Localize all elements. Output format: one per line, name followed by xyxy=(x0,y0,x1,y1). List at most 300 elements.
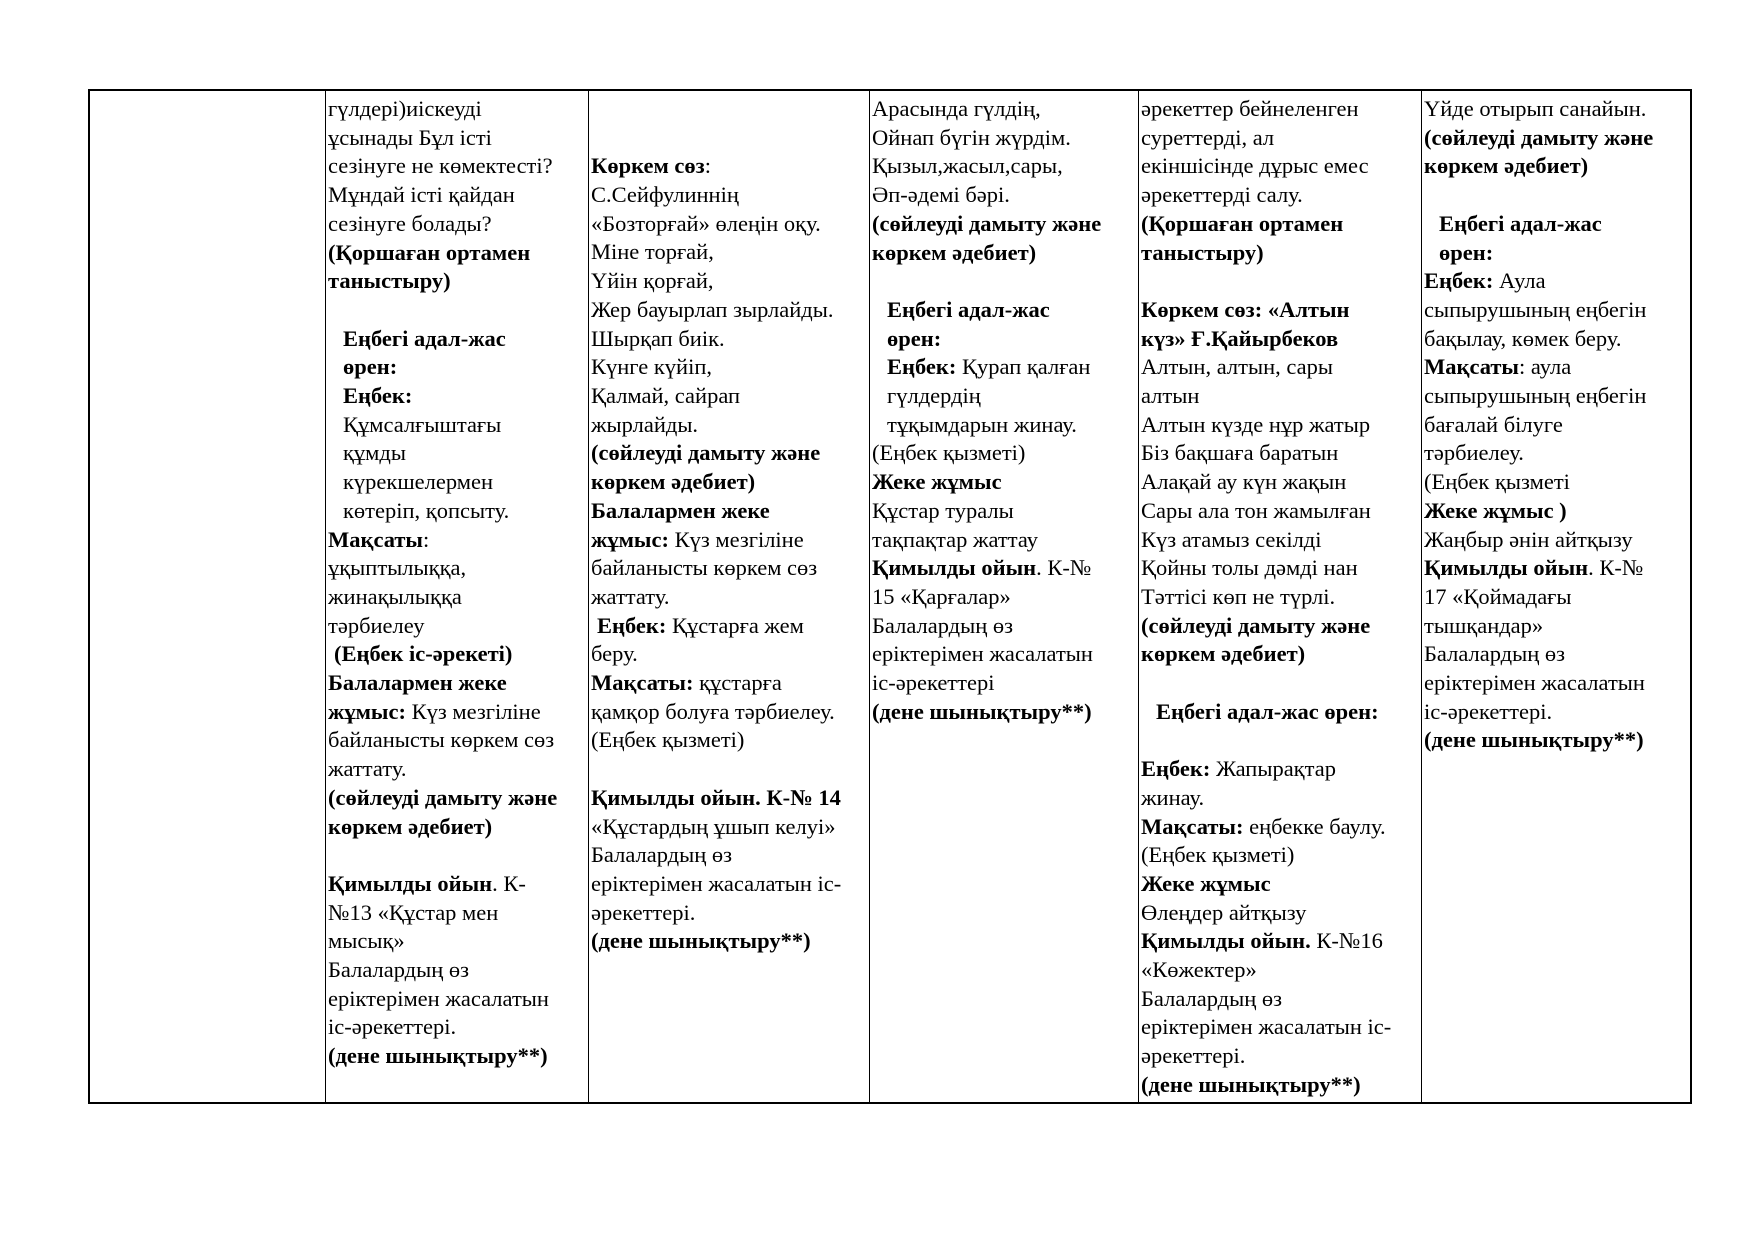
bold-text: Еңбек: xyxy=(1141,756,1211,782)
bold-text: Еңбегі адал-жас xyxy=(1439,210,1602,236)
text-line xyxy=(1141,468,1421,497)
text-line xyxy=(1141,612,1421,641)
text: Күз мезгіліне xyxy=(405,698,541,724)
bold-text: Қимылды ойын xyxy=(1424,555,1589,581)
text: бақылау, көмек беру. xyxy=(1424,325,1622,351)
bold-text: Балалармен жеке xyxy=(328,670,507,696)
bold-text: Еңбегі адал-жас xyxy=(343,325,506,351)
text: жинақылыққа xyxy=(328,583,462,609)
text-line xyxy=(328,956,588,985)
text-line xyxy=(1424,210,1692,239)
text: Жапырақтар xyxy=(1210,756,1336,782)
text-line xyxy=(1141,497,1421,526)
text: Өлеңдер айтқызу xyxy=(1141,899,1307,925)
text-line xyxy=(591,899,869,928)
blank-line xyxy=(591,755,869,784)
bold-text: өрен: xyxy=(1439,239,1494,265)
bold-text: (дене шынықтыру**) xyxy=(1141,1071,1361,1097)
text-line xyxy=(328,497,588,526)
text-line xyxy=(1141,755,1421,784)
text-line xyxy=(1141,841,1421,870)
bold-text: Балалармен жеке xyxy=(591,497,770,523)
text: іс-әрекеттері. xyxy=(328,1014,457,1040)
text: Қалмай, сайрап xyxy=(591,383,741,408)
bold-text: көркем әдебиет) xyxy=(1424,153,1589,179)
text: әрекеттері. xyxy=(591,899,696,925)
text-line xyxy=(1424,152,1692,181)
text: Алтын, алтын, сары xyxy=(1141,354,1333,380)
text-line xyxy=(328,927,588,956)
text-line xyxy=(1141,124,1421,153)
text: мысық» xyxy=(328,928,405,954)
text-line xyxy=(328,755,588,784)
text: байланысты көркем сөз xyxy=(591,555,818,581)
table-cell-col5 xyxy=(1422,91,1692,1102)
text: Сары ала тон жамылған xyxy=(1141,497,1371,523)
text: Үйде отырып санайын. xyxy=(1424,96,1647,121)
text-line xyxy=(1141,411,1421,440)
text-line xyxy=(328,1042,588,1071)
text-line xyxy=(591,468,869,497)
text: Алақай ау күн жақын xyxy=(1141,469,1347,495)
text-line xyxy=(591,382,869,411)
text-line xyxy=(591,612,869,641)
bold-text: жұмыс: xyxy=(328,698,406,724)
bold-text: көркем әдебиет) xyxy=(328,813,493,839)
bold-text: (дене шынықтыру**) xyxy=(872,698,1092,724)
text-line xyxy=(872,698,1138,727)
bold-text: жұмыс: xyxy=(591,526,669,552)
text: Қызыл,жасыл,сары, xyxy=(872,153,1063,179)
text-line xyxy=(872,95,1138,124)
text: (Еңбек қызметі) xyxy=(591,727,745,753)
text-line xyxy=(1141,95,1421,124)
bold-text: (дене шынықтыру**) xyxy=(328,1043,548,1069)
bold-text: (сөйлеуді дамыту және xyxy=(1141,612,1371,638)
text: Жер бауырлап зырлайды. xyxy=(591,296,834,322)
text-line xyxy=(591,325,869,354)
bold-text: Жеке жұмыс xyxy=(872,469,1002,495)
text: тақпақтар жаттау xyxy=(872,526,1038,552)
bold-text: Еңбек: xyxy=(1424,268,1494,294)
blank-line xyxy=(591,124,869,153)
text-line xyxy=(1141,985,1421,1014)
bold-text: өрен: xyxy=(887,325,942,351)
text-line xyxy=(1424,468,1692,497)
table-cell-empty xyxy=(90,91,326,1102)
text-line xyxy=(328,382,588,411)
text: тұқымдарын жинау. xyxy=(887,411,1077,437)
text: қамқор болуға тәрбиелеу. xyxy=(591,698,835,724)
text-line xyxy=(872,468,1138,497)
text: еріктерімен жасалатын іс- xyxy=(591,870,842,896)
text: іс-әрекеттері xyxy=(872,670,995,696)
text: ұқыптылыққа, xyxy=(328,555,467,581)
text-line xyxy=(328,210,588,239)
text: жинау. xyxy=(1141,784,1205,810)
text-line xyxy=(1141,640,1421,669)
text: байланысты көркем сөз xyxy=(328,727,555,753)
text-line xyxy=(328,899,588,928)
text: гүлдері)иіскеуді xyxy=(328,96,482,121)
text-line xyxy=(1141,870,1421,899)
text: еріктерімен жасалатын іс- xyxy=(1141,1014,1392,1040)
text-line xyxy=(591,353,869,382)
text-line xyxy=(1141,813,1421,842)
bold-text: (сөйлеуді дамыту және xyxy=(1424,124,1654,150)
text: суреттерді, ал xyxy=(1141,124,1275,150)
text-line xyxy=(872,152,1138,181)
text: Жаңбыр әнін айтқызу xyxy=(1424,526,1633,552)
text-line xyxy=(328,698,588,727)
text-line xyxy=(591,439,869,468)
text-line xyxy=(1141,554,1421,583)
text: . К-№ xyxy=(1588,555,1644,581)
bold-text: Еңбек: xyxy=(343,383,413,409)
text: әрекеттері. xyxy=(1141,1043,1246,1069)
text-line xyxy=(1141,899,1421,928)
text-line xyxy=(872,181,1138,210)
text-line xyxy=(591,813,869,842)
text: Күз мезгіліне xyxy=(668,526,804,552)
text-line xyxy=(1424,669,1692,698)
text-line xyxy=(1141,956,1421,985)
text: : xyxy=(423,526,430,552)
bold-text: Қимылды ойын. К-№ 14 xyxy=(591,784,841,810)
text-line xyxy=(1141,353,1421,382)
bold-text: (Еңбек іс-әрекеті) xyxy=(334,641,513,667)
text: Балалардың өз xyxy=(872,612,1014,638)
text-line xyxy=(1141,583,1421,612)
text-line xyxy=(1141,698,1421,727)
bold-text: Мақсаты: xyxy=(591,670,694,696)
text: №13 «Құстар мен xyxy=(328,899,499,925)
bold-text: көркем әдебиет) xyxy=(872,239,1037,265)
text: Балалардың өз xyxy=(591,842,733,868)
bold-text: Еңбегі адал-жас өрен: xyxy=(1156,698,1379,724)
text-line xyxy=(328,726,588,755)
text-line xyxy=(872,640,1138,669)
text: гүлдердің xyxy=(887,383,981,409)
text: тышқандар» xyxy=(1424,612,1544,638)
text: «Көжектер» xyxy=(1141,957,1257,983)
table-cell-col1 xyxy=(326,91,589,1102)
text-line xyxy=(591,210,869,239)
text-line xyxy=(872,612,1138,641)
text-line xyxy=(328,784,588,813)
bold-text: (дене шынықтыру**) xyxy=(1424,727,1644,753)
text-line xyxy=(872,583,1138,612)
bold-text: Еңбек: xyxy=(597,612,667,638)
bold-text: (сөйлеуді дамыту және xyxy=(591,440,821,466)
bold-text: Жеке жұмыс ) xyxy=(1424,497,1567,523)
text-line xyxy=(1141,784,1421,813)
text-line xyxy=(328,1013,588,1042)
text: Үйін қорғай, xyxy=(591,268,714,294)
text-line xyxy=(328,181,588,210)
blank-line xyxy=(328,296,588,325)
text-line xyxy=(1141,526,1421,555)
bold-text: (дене шынықтыру**) xyxy=(591,928,811,954)
blank-line xyxy=(872,267,1138,296)
text: сезінуге не көмектесті? xyxy=(328,153,553,179)
text: еріктерімен жасалатын xyxy=(328,985,549,1011)
bold-text: Қимылды ойын xyxy=(872,555,1037,581)
text-line xyxy=(328,640,588,669)
text: Қойны толы дәмді нан xyxy=(1141,555,1358,581)
table-cell-col3 xyxy=(870,91,1139,1102)
text: тәрбиелеу. xyxy=(1424,440,1524,466)
text-line xyxy=(328,95,588,124)
text: екіншісінде дұрыс емес xyxy=(1141,153,1369,179)
text-line xyxy=(872,439,1138,468)
text: Күз атамыз секілді xyxy=(1141,526,1322,552)
text-line xyxy=(591,411,869,440)
bold-text: Жеке жұмыс xyxy=(1141,870,1271,896)
text: жаттату. xyxy=(328,756,407,782)
text: Арасында гүлдің, xyxy=(872,96,1041,121)
text-line xyxy=(1141,1013,1421,1042)
text-line xyxy=(1424,382,1692,411)
text: Балалардың өз xyxy=(1141,985,1283,1011)
text: Құстар туралы xyxy=(872,497,1014,523)
text: Аула xyxy=(1493,268,1546,294)
bold-text: Еңбек: xyxy=(887,354,957,380)
text-line xyxy=(1141,927,1421,956)
table-cell-col4 xyxy=(1139,91,1422,1102)
text: 17 «Қоймадағы xyxy=(1424,583,1572,609)
text-line xyxy=(1424,267,1692,296)
text: С.Сейфулиннің xyxy=(591,182,739,208)
text-line xyxy=(328,554,588,583)
text: Балалардың өз xyxy=(1424,641,1566,667)
text-line xyxy=(591,640,869,669)
text-line xyxy=(328,583,588,612)
text-line xyxy=(591,583,869,612)
text-line xyxy=(328,152,588,181)
bold-text: Көркем сөз: «Алтын xyxy=(1141,296,1350,322)
text: тәрбиелеу xyxy=(328,612,425,638)
text: Күнге күйіп, xyxy=(591,354,712,380)
text-line xyxy=(1424,353,1692,382)
text-line xyxy=(328,411,588,440)
text: (Еңбек қызметі xyxy=(1424,469,1570,495)
text-line xyxy=(872,239,1138,268)
text-line xyxy=(1141,1071,1421,1100)
text-line xyxy=(1141,439,1421,468)
text: «Бозторғай» өлеңін оқу. xyxy=(591,210,821,236)
text-line xyxy=(591,698,869,727)
bold-text: көркем әдебиет) xyxy=(591,469,756,495)
bold-text: өрен: xyxy=(343,354,398,380)
bold-text: Мақсаты: xyxy=(1141,813,1244,839)
text-line xyxy=(591,841,869,870)
text: құмды xyxy=(343,440,406,466)
text: Балалардың өз xyxy=(328,957,470,983)
text-line xyxy=(872,382,1138,411)
text: . К-№ xyxy=(1036,555,1092,581)
text: Қурап қалған xyxy=(956,354,1091,380)
text: : аула xyxy=(1519,354,1572,380)
blank-line xyxy=(1141,669,1421,698)
text-line xyxy=(872,554,1138,583)
blank-line xyxy=(1141,267,1421,296)
text-line xyxy=(328,439,588,468)
blank-line xyxy=(328,841,588,870)
text: еріктерімен жасалатын xyxy=(872,641,1093,667)
text-line xyxy=(591,181,869,210)
text-line xyxy=(1424,726,1692,755)
bold-text: Қимылды ойын. xyxy=(1141,928,1311,954)
text-line xyxy=(1141,325,1421,354)
text: әрекеттерді салу. xyxy=(1141,182,1303,208)
text: Әп-әдемі бәрі. xyxy=(872,182,1010,208)
text-line xyxy=(328,124,588,153)
bold-text: таныстыру) xyxy=(1141,239,1264,265)
text: Құмсалғыштағы xyxy=(343,411,502,437)
text-line xyxy=(1141,239,1421,268)
text-line xyxy=(1141,296,1421,325)
blank-line xyxy=(591,95,869,124)
bold-text: Қимылды ойын xyxy=(328,870,493,896)
text: Тәттісі көп не түрлі. xyxy=(1141,583,1336,609)
text-line xyxy=(872,497,1138,526)
text: Алтын күзде нұр жатыр xyxy=(1141,411,1371,437)
text-line xyxy=(328,267,588,296)
bold-text: (сөйлеуді дамыту және xyxy=(872,210,1102,236)
text: Міне торғай, xyxy=(591,239,714,265)
table-cell-col2 xyxy=(589,91,870,1102)
schedule-table xyxy=(88,89,1692,1104)
text-line xyxy=(1424,124,1692,153)
text: бағалай білуге xyxy=(1424,411,1563,437)
text: сыпырушының еңбегін xyxy=(1424,383,1647,409)
blank-line xyxy=(1141,726,1421,755)
text: беру. xyxy=(591,641,638,667)
text-line xyxy=(872,296,1138,325)
text-line xyxy=(328,985,588,1014)
text: : xyxy=(704,153,711,179)
text-line xyxy=(1141,152,1421,181)
text: . К- xyxy=(492,870,526,896)
text-line xyxy=(1424,554,1692,583)
text-line xyxy=(591,726,869,755)
text: жырлайды. xyxy=(591,411,699,437)
text-line xyxy=(591,296,869,325)
text: еңбекке баулу. xyxy=(1243,813,1386,839)
text-line xyxy=(591,554,869,583)
text: сезінуге болады? xyxy=(328,210,492,236)
text-line xyxy=(591,870,869,899)
text-line xyxy=(1424,698,1692,727)
text-line xyxy=(591,669,869,698)
text-line xyxy=(1141,181,1421,210)
text-line xyxy=(328,239,588,268)
text: алтын xyxy=(1141,383,1200,409)
text: (Еңбек қызметі) xyxy=(872,440,1026,466)
text-line xyxy=(1424,612,1692,641)
text-line xyxy=(1424,439,1692,468)
bold-text: Көркем сөз xyxy=(591,153,705,179)
bold-text: таныстыру) xyxy=(328,268,451,294)
bold-text: (Қоршаған ортамен xyxy=(328,239,531,265)
text-line xyxy=(1424,640,1692,669)
text-line xyxy=(872,353,1138,382)
text: «Құстардың ұшып келуі» xyxy=(591,813,836,839)
text: (Еңбек қызметі) xyxy=(1141,842,1295,868)
text: құстарға xyxy=(693,670,782,696)
text: К-№16 xyxy=(1310,928,1383,954)
text: еріктерімен жасалатын xyxy=(1424,670,1645,696)
text-line xyxy=(1424,583,1692,612)
text-line xyxy=(1424,325,1692,354)
text: 15 «Қарғалар» xyxy=(872,583,1011,609)
text-line xyxy=(872,325,1138,354)
bold-text: күз» Ғ.Қайырбеков xyxy=(1141,325,1339,351)
text-line xyxy=(591,152,869,181)
text: жаттату. xyxy=(591,583,670,609)
text-line xyxy=(1141,1042,1421,1071)
text-line xyxy=(1424,296,1692,325)
text-line xyxy=(591,238,869,267)
text-line xyxy=(328,669,588,698)
bold-text: (сөйлеуді дамыту және xyxy=(328,784,558,810)
text-line xyxy=(591,784,869,813)
text: күрекшелермен xyxy=(343,469,494,495)
text: іс-әрекеттері. xyxy=(1424,698,1553,724)
text-line xyxy=(1424,526,1692,555)
text-line xyxy=(328,813,588,842)
text: көтеріп, қопсыту. xyxy=(343,497,510,523)
text-line xyxy=(1424,95,1692,124)
text-line xyxy=(591,526,869,555)
text-line xyxy=(591,267,869,296)
text-line xyxy=(872,411,1138,440)
text: Мұндай істі қайдан xyxy=(328,182,515,208)
text: Құстарға жем xyxy=(666,612,804,638)
text-line xyxy=(872,669,1138,698)
bold-text: Еңбегі адал-жас xyxy=(887,296,1050,322)
text-line xyxy=(328,612,588,641)
text: Ойнап бүгін жүрдім. xyxy=(872,124,1071,150)
text-line xyxy=(328,468,588,497)
text-line xyxy=(1141,382,1421,411)
text-line xyxy=(591,497,869,526)
text-line xyxy=(328,870,588,899)
text: әрекеттер бейнеленген xyxy=(1141,96,1359,121)
text: ұсынады Бұл істі xyxy=(328,124,492,150)
text: Біз бақшаға баратын xyxy=(1141,440,1339,466)
text-line xyxy=(872,124,1138,153)
bold-text: (Қоршаған ортамен xyxy=(1141,210,1344,236)
text-line xyxy=(1424,239,1692,268)
text-line xyxy=(1424,497,1692,526)
text-line xyxy=(872,210,1138,239)
blank-line xyxy=(1424,181,1692,210)
text: сыпырушының еңбегін xyxy=(1424,296,1647,322)
text-line xyxy=(328,526,588,555)
text-line xyxy=(1141,210,1421,239)
text-line xyxy=(591,927,869,956)
text-line xyxy=(872,526,1138,555)
text-line xyxy=(328,353,588,382)
bold-text: Мақсаты xyxy=(1424,354,1519,380)
text-line xyxy=(1424,411,1692,440)
text-line xyxy=(328,325,588,354)
bold-text: көркем әдебиет) xyxy=(1141,641,1306,667)
text: Шырқап биік. xyxy=(591,325,725,351)
bold-text: Мақсаты xyxy=(328,526,423,552)
